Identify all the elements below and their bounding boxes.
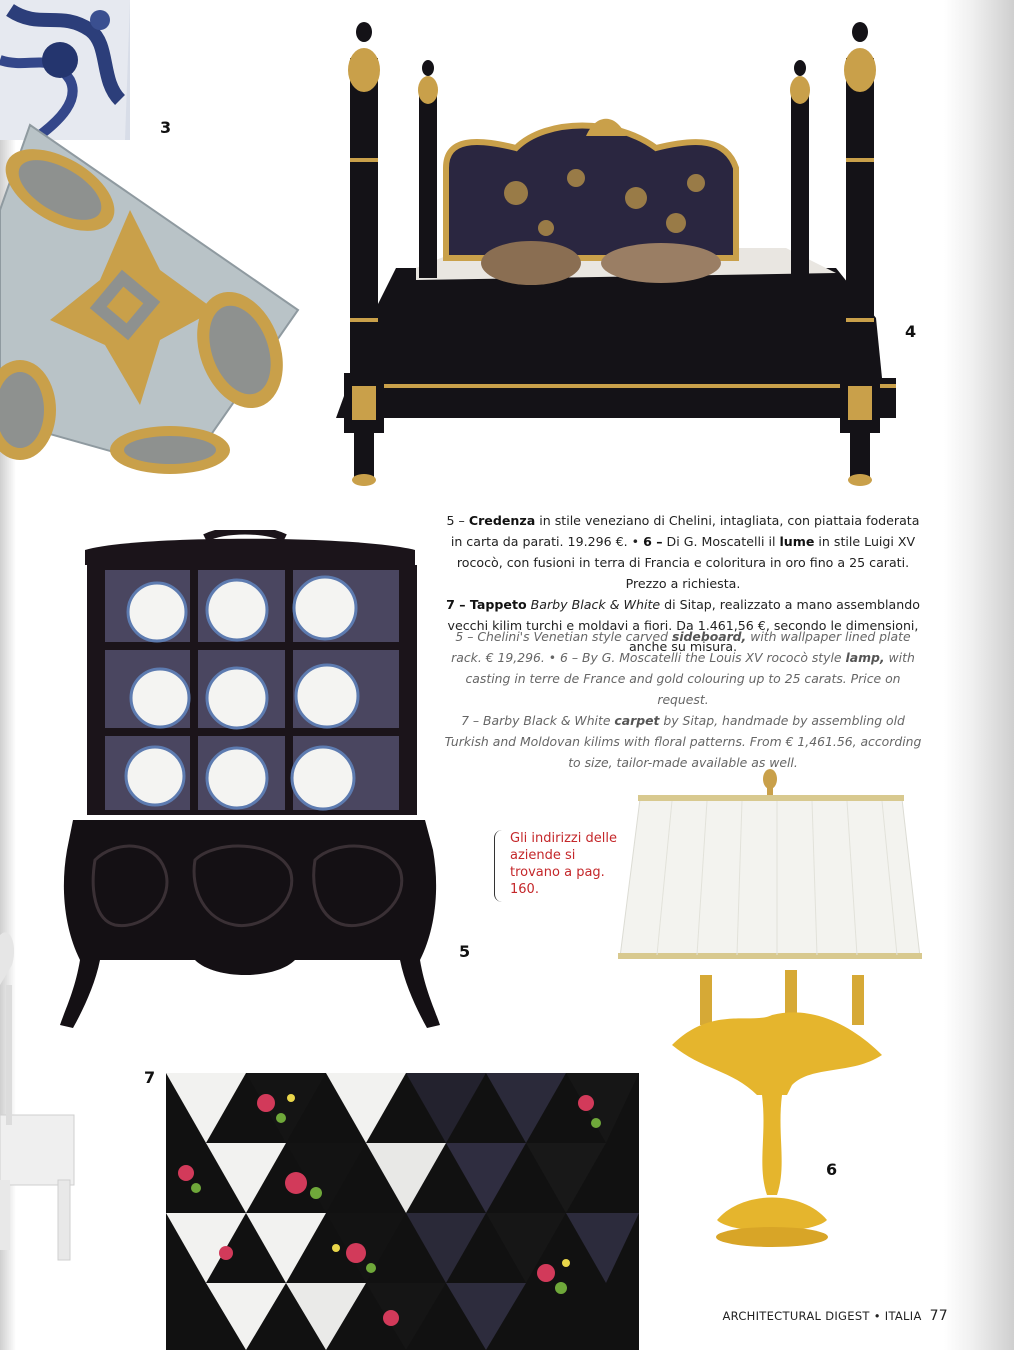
label-3: 3	[160, 118, 172, 137]
english-p1-sideboard: sideboard,	[671, 629, 747, 644]
italian-p2-product: Barby Black & White	[526, 597, 661, 612]
venetian-sideboard-photo	[55, 530, 440, 1035]
english-p2-text-2: by Sitap, handmade by assembling old Turkish and Moldovan kilims with floral patterns. From € 1,461.56, according to size, tailor-made available as well.	[444, 713, 922, 770]
page-number: 77	[929, 1308, 948, 1324]
label-5: 5	[459, 942, 471, 961]
four-poster-bed-photo	[316, 18, 906, 488]
blue-ceramic-photo	[0, 0, 130, 140]
label-4: 4	[905, 322, 917, 341]
italian-p1-lume: lume	[779, 534, 815, 549]
english-caption-para-2	[440, 710, 926, 773]
english-caption	[440, 626, 926, 773]
italian-p1-credenza: Credenza	[468, 513, 536, 528]
italian-p1-item-6: 6 –	[643, 534, 663, 549]
address-note: Gli indirizzi delle aziende si trovano a pag. 160.	[510, 831, 617, 897]
label-6: 6	[826, 1160, 838, 1179]
white-chair-photo	[0, 925, 78, 1265]
page-spine-shadow	[944, 0, 1014, 1350]
english-p2-carpet: carpet	[614, 713, 660, 728]
patchwork-carpet-photo	[166, 1073, 639, 1350]
italian-caption-para-1	[440, 510, 926, 594]
label-7: 7	[144, 1068, 156, 1087]
english-caption-para-1	[440, 626, 926, 710]
english-p1-text-3: with casting in terre de France and gold colouring up to 25 carats. Price on request.	[465, 650, 915, 707]
italian-p1-pre: 5 –	[446, 513, 469, 528]
note-brace	[494, 830, 505, 902]
english-p1-lamp: lamp,	[845, 650, 885, 665]
italian-p1-text-2: Di G. Moscatelli il	[662, 534, 780, 549]
english-p1-text-2: with wallpaper lined plate rack. € 19,296. • 6 – By G. Moscatelli the Louis XV rococò style	[451, 629, 911, 665]
italian-p1-text-1: in stile veneziano di Chelini, intagliata, con piattaia foderata in carta da parati. 19.296 €. •	[450, 513, 920, 549]
italian-p1-text-3: in stile Luigi XV rococò, con fusioni in terra di Francia e coloritura in oro fino a 25 carati. Prezzo a richiesta.	[456, 534, 916, 591]
english-p2-text-1: 7 – Barby Black & White	[461, 713, 615, 728]
tile-photo	[0, 120, 300, 475]
italian-p2-tappeto: 7 – Tappeto	[446, 597, 527, 612]
rococo-lamp-photo	[612, 765, 947, 1265]
page-footer	[722, 1308, 948, 1324]
publication-name: ARCHITECTURAL DIGEST • ITALIA	[722, 1309, 922, 1323]
english-p1-text-1: 5 – Chelini's Venetian style carved	[455, 629, 672, 644]
italian-p2-text: di Sitap, realizzato a mano assemblando vecchi kilim turchi e moldavi a fiori. Da 1.461,56 €, secondo le dimensioni, anche su misura.	[447, 597, 920, 654]
